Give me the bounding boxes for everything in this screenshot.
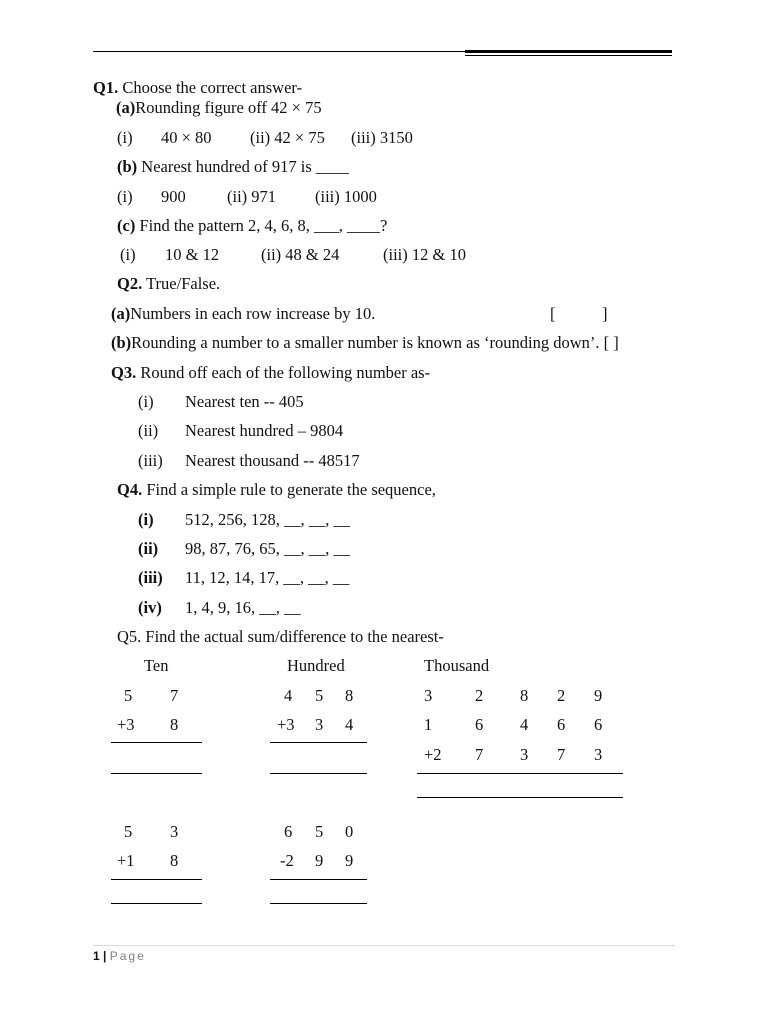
thousand-digit: 2 <box>475 686 484 705</box>
page-label: Page <box>109 949 146 963</box>
q5-header-ten: Ten <box>144 656 169 675</box>
q4-item-num: (i) <box>138 510 154 529</box>
q1-a-question: (a)Rounding figure off 42 × 75 <box>116 98 322 117</box>
q3-item-text: Nearest hundred – 9804 <box>185 421 344 440</box>
thousand-digit: +2 <box>424 745 442 764</box>
thousand-digit: 6 <box>594 715 603 734</box>
thousand-digit: 3 <box>520 745 529 764</box>
q1-b-opt-1: (i) <box>117 187 133 206</box>
answer-rule <box>270 742 367 743</box>
q2-a-bracket-close: ] <box>602 304 608 323</box>
thousand-digit: 9 <box>594 686 603 705</box>
header-rule-right-thin <box>465 55 672 56</box>
thousand-digit: 6 <box>475 715 484 734</box>
hundred2-digit: -2 <box>280 851 294 870</box>
q1-b-opt-2: (ii) 971 <box>227 187 277 206</box>
thousand-digit: 3 <box>594 745 603 764</box>
q3-item-text: Nearest ten -- 405 <box>185 392 304 411</box>
ten2-digit: +1 <box>117 851 135 870</box>
ten1-digit: 5 <box>124 686 133 705</box>
q4-item-text: 11, 12, 14, 17, __, __, __ <box>185 568 350 587</box>
thousand-digit: 3 <box>424 686 433 705</box>
thousand-digit: 1 <box>424 715 433 734</box>
hundred2-digit: 9 <box>315 851 324 870</box>
q3-item-text: Nearest thousand -- 48517 <box>185 451 360 470</box>
hundred1-digit: 5 <box>315 686 324 705</box>
footer-rule <box>93 945 675 946</box>
q4-item-num: (iii) <box>138 568 163 587</box>
answer-rule <box>111 903 202 904</box>
thousand-digit: 6 <box>557 715 566 734</box>
q1-a-opt-1: (i) <box>117 128 133 147</box>
q1-b-question: (b) Nearest hundred of 917 is ____ <box>117 157 349 176</box>
hundred1-digit: 4 <box>345 715 354 734</box>
q4-item-num: (ii) <box>138 539 159 558</box>
hundred2-digit: 5 <box>315 822 324 841</box>
q4-item-text: 1, 4, 9, 16, __, __ <box>185 598 301 617</box>
hundred2-digit: 0 <box>345 822 354 841</box>
q2-a-statement: (a)Numbers in each row increase by 10. <box>111 304 376 323</box>
thousand-digit: 4 <box>520 715 529 734</box>
q3-item-num: (i) <box>138 392 154 411</box>
q1-b-opt-1-value: 900 <box>161 187 186 206</box>
ten1-digit: 8 <box>170 715 179 734</box>
q1-a-opt-1-value: 40 × 80 <box>161 128 212 147</box>
q3-item-num: (ii) <box>138 421 159 440</box>
answer-rule <box>270 773 367 774</box>
q5-heading: Q5. Find the actual sum/difference to the nearest- <box>117 627 444 646</box>
answer-rule <box>111 879 202 880</box>
q5-header-hundred: Hundred <box>287 656 345 675</box>
hundred2-digit: 9 <box>345 851 354 870</box>
answer-rule <box>417 773 623 774</box>
ten2-digit: 5 <box>124 822 133 841</box>
q4-heading: Q4. Find a simple rule to generate the sequence, <box>117 480 436 499</box>
q3-heading: Q3. Round off each of the following number as- <box>111 363 431 382</box>
hundred1-digit: 8 <box>345 686 354 705</box>
q1-c-opt-2: (ii) 48 & 24 <box>261 245 340 264</box>
q3-item-num: (iii) <box>138 451 163 470</box>
thousand-digit: 8 <box>520 686 529 705</box>
page-footer <box>93 949 146 963</box>
q2-a-bracket-open: [ <box>550 304 556 323</box>
ten1-digit: 7 <box>170 686 179 705</box>
thousand-digit: 7 <box>557 745 566 764</box>
q1-c-opt-3: (iii) 12 & 10 <box>383 245 466 264</box>
q1-b-opt-3: (iii) 1000 <box>315 187 377 206</box>
hundred1-digit: +3 <box>277 715 295 734</box>
hundred1-digit: 4 <box>284 686 293 705</box>
thousand-digit: 7 <box>475 745 484 764</box>
q5-header-thousand: Thousand <box>424 656 490 675</box>
header-rule-right <box>465 50 672 53</box>
header-rule <box>93 51 465 52</box>
q2-b-statement: (b)Rounding a number to a smaller number is known as ‘rounding down’. [ ] <box>111 333 619 352</box>
q4-item-num: (iv) <box>138 598 162 617</box>
q1-c-opt-1: (i) <box>120 245 136 264</box>
answer-rule <box>270 903 367 904</box>
page-number: 1 <box>93 949 100 963</box>
page-separator: | <box>103 949 107 963</box>
ten2-digit: 8 <box>170 851 179 870</box>
q1-c-opt-1-value: 10 & 12 <box>165 245 220 264</box>
answer-rule <box>111 773 202 774</box>
q2-heading: Q2. True/False. <box>117 274 221 293</box>
q1-a-opt-3: (iii) 3150 <box>351 128 413 147</box>
answer-rule <box>417 797 623 798</box>
ten1-digit: +3 <box>117 715 135 734</box>
hundred2-digit: 6 <box>284 822 293 841</box>
q4-item-text: 512, 256, 128, __, __, __ <box>185 510 350 529</box>
ten2-digit: 3 <box>170 822 179 841</box>
q1-a-opt-2: (ii) 42 × 75 <box>250 128 325 147</box>
q4-item-text: 98, 87, 76, 65, __, __, __ <box>185 539 350 558</box>
q1-heading: Q1. Choose the correct answer- <box>93 78 303 97</box>
answer-rule <box>111 742 202 743</box>
hundred1-digit: 3 <box>315 715 324 734</box>
thousand-digit: 2 <box>557 686 566 705</box>
q1-c-question: (c) Find the pattern 2, 4, 6, 8, ___, ____? <box>117 216 388 235</box>
answer-rule <box>270 879 367 880</box>
